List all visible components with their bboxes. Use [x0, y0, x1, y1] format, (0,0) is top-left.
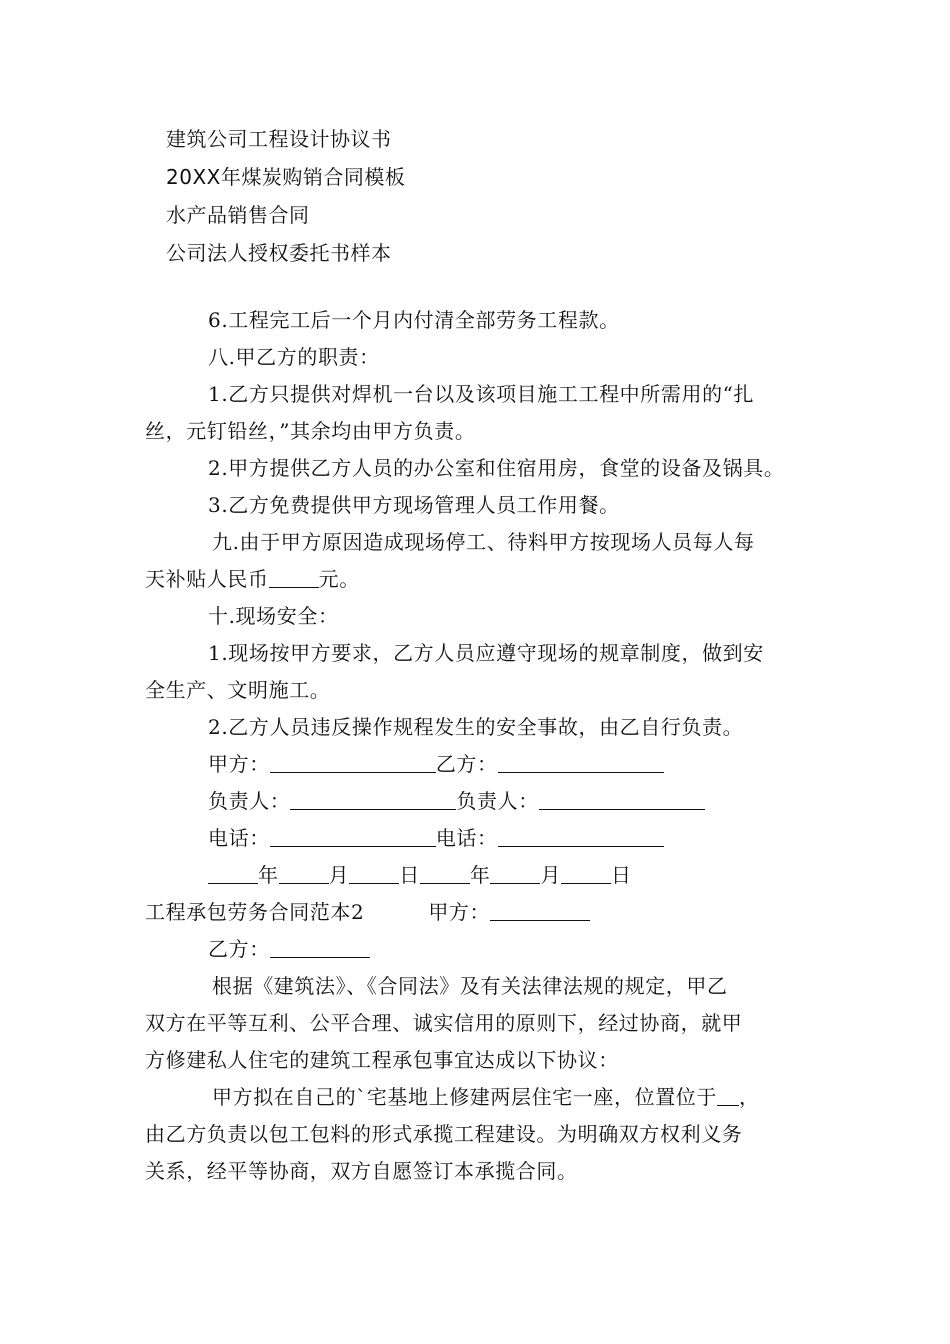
related-link-1[interactable]: 建筑公司工程设计协议书 — [166, 127, 392, 151]
related-links — [166, 120, 405, 272]
contract-2-clause-1-cont: 由乙方负责以包工包料的形式承揽工程建设。为明确双方权利义务 — [145, 1122, 743, 1146]
related-link-3[interactable]: 水产品销售合同 — [166, 203, 310, 227]
party-a-blank[interactable] — [270, 752, 436, 773]
contract-2-party-b-row — [145, 931, 815, 968]
contract-2-title: 工程承包劳务合同范本2 — [145, 900, 365, 924]
section-heading-duties: 八.甲乙方的职责： — [208, 345, 380, 369]
contract-2-preamble-3: 方修建私人住宅的建筑工程承包事宜达成以下协议： — [145, 1048, 619, 1072]
month-label: 月 — [540, 863, 562, 887]
month-label: 月 — [328, 863, 350, 887]
day-a-blank[interactable] — [349, 863, 399, 884]
contract-2-party-a-blank[interactable] — [490, 900, 590, 921]
contract-2-clause-1 — [145, 1079, 815, 1116]
clause-safety-2: 2.乙方人员违反操作规程发生的安全事故，由乙自行负责。 — [208, 715, 744, 739]
year-b-blank[interactable] — [420, 863, 470, 884]
year-label: 年 — [469, 863, 491, 887]
stoppage-unit: 元。 — [318, 567, 360, 591]
clause-duty-3: 3.乙方免费提供甲方现场管理人员工作用餐。 — [208, 493, 620, 517]
year-a-blank[interactable] — [208, 863, 258, 884]
party-b-blank[interactable] — [498, 752, 664, 773]
month-b-blank[interactable] — [490, 863, 540, 884]
party-a-label: 甲方： — [208, 752, 270, 776]
section-heading-stoppage: 九.由于甲方原因造成现场停工、待料甲方按现场人员每人每 — [212, 530, 755, 554]
clause-stoppage-cont — [145, 561, 815, 598]
tel-b-blank[interactable] — [498, 826, 664, 847]
signature-tel-row — [145, 820, 815, 857]
section-heading-safety: 十.现场安全： — [208, 604, 339, 628]
stoppage-text: 天补贴人民币 — [145, 567, 269, 591]
amount-blank[interactable] — [269, 567, 319, 588]
rep-a-label: 负责人： — [208, 789, 291, 813]
clause-duty-2: 2.甲方提供乙方人员的办公室和住宿用房，食堂的设备及锅具。 — [208, 456, 785, 480]
contract-2-preamble-1: 根据《建筑法》、《合同法》及有关法律法规的规定，甲乙 — [212, 974, 728, 998]
rep-b-label: 负责人： — [456, 789, 539, 813]
tel-a-blank[interactable] — [270, 826, 436, 847]
tel-a-label: 电话： — [208, 826, 270, 850]
day-label: 日 — [611, 863, 632, 887]
party-b-label: 乙方： — [435, 752, 498, 776]
related-link-4[interactable]: 公司法人授权委托书样本 — [166, 241, 392, 265]
contract-2-title-row — [145, 894, 815, 931]
contract-2-clause-1-comma: ， — [739, 1085, 760, 1109]
month-a-blank[interactable] — [279, 863, 329, 884]
contract-2-party-a-label: 甲方： — [428, 900, 491, 924]
clause-safety-1: 1.现场按甲方要求，乙方人员应遵守现场的规章制度，做到安 — [208, 641, 764, 665]
contract-2-party-b-blank[interactable] — [270, 937, 370, 958]
year-label: 年 — [258, 863, 279, 887]
related-link-2[interactable]: 20XX年煤炭购销合同模板 — [166, 165, 406, 189]
signature-date-row — [145, 857, 815, 894]
location-blank[interactable] — [717, 1085, 739, 1106]
day-b-blank[interactable] — [561, 863, 611, 884]
rep-a-blank[interactable] — [290, 789, 456, 810]
tel-b-label: 电话： — [435, 826, 498, 850]
clause-duty-1-cont: 丝，元钉铅丝，”其余均由甲方负责。 — [145, 419, 476, 443]
rep-b-blank[interactable] — [539, 789, 705, 810]
contract-2-clause-1-text: 甲方拟在自己的`宅基地上修建两层住宅一座，位置位于 — [212, 1085, 717, 1109]
contract-body — [145, 302, 815, 1190]
contract-2-preamble-2: 双方在平等互利、公平合理、诚实信用的原则下，经过协商，就甲 — [145, 1011, 743, 1035]
signature-party-row — [145, 746, 815, 783]
contract-2-clause-1-end: 关系，经平等协商，双方自愿签订本承揽合同。 — [145, 1159, 578, 1183]
signature-rep-row — [145, 783, 815, 820]
clause-duty-1: 1.乙方只提供对焊机一台以及该项目施工工程中所需用的“扎 — [208, 382, 755, 406]
clause-safety-1-cont: 全生产、文明施工。 — [145, 678, 331, 702]
day-label: 日 — [399, 863, 420, 887]
contract-2-party-b-label: 乙方： — [208, 937, 270, 961]
clause-payment: 6.工程完工后一个月内付清全部劳务工程款。 — [208, 308, 620, 332]
